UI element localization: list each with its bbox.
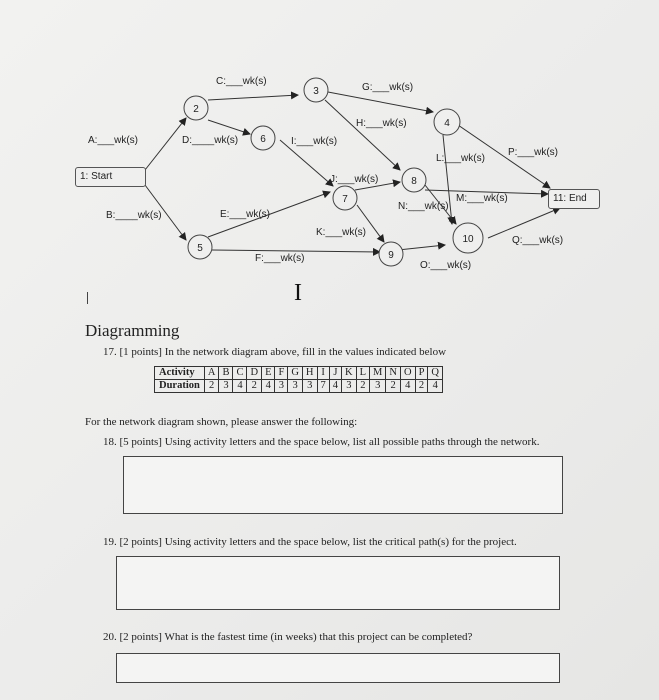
table-cell: 3 [219,380,233,393]
table-cell: N [386,367,401,380]
text-caret [87,292,88,304]
table-header-duration: Duration [155,380,205,393]
node-10-number: 10 [462,234,474,245]
node-3-number: 3 [313,86,319,97]
node-7-number: 7 [342,194,348,205]
table-cell: 2 [247,380,262,393]
table-cell: 3 [275,380,288,393]
edge-Q [488,208,560,238]
table-row-duration [155,380,443,393]
node-8-number: 8 [411,176,417,187]
node-5-number: 5 [197,243,203,254]
table-cell: 3 [370,380,386,393]
question-19: 19. [2 points] Using activity letters and the space below, list the critical path(s) for the project. [103,536,517,548]
label-A: A:___wk(s) [88,135,139,146]
table-cell: 3 [302,380,317,393]
label-J: J:___wk(s) [330,174,379,185]
table-cell: J [329,367,341,380]
question-17: 17. [1 points] In the network diagram above, fill in the values indicated below [103,346,447,358]
duration-table [154,366,443,393]
edge-H [325,100,400,170]
label-H: H:___wk(s) [356,118,407,129]
table-cell: 3 [342,380,357,393]
table-cell: K [342,367,357,380]
table-cell: C [233,367,247,380]
table-cell: 2 [415,380,428,393]
question-20: 20. [2 points] What is the fastest time (in weeks) that this project can be completed? [103,631,473,643]
text-cursor-icon: I [294,280,302,306]
edge-D [208,120,250,134]
table-cell: 4 [262,380,275,393]
table-cell: G [288,367,303,380]
table-row-activity [155,367,443,380]
label-M: M:___wk(s) [456,193,508,204]
table-cell: M [370,367,386,380]
start-node: 1: Start [75,167,146,187]
table-cell: F [275,367,288,380]
table-cell: P [415,367,428,380]
label-N: N:___wk(s) [398,201,449,212]
table-cell: 7 [317,380,329,393]
table-cell: 4 [233,380,247,393]
edge-C [208,95,298,100]
table-cell: O [400,367,415,380]
table-cell: E [262,367,275,380]
edge-O [398,245,445,250]
table-cell: 4 [329,380,341,393]
table-cell: A [204,367,219,380]
label-D: D:____wk(s) [182,135,239,146]
label-Q: Q:___wk(s) [512,235,564,246]
table-cell: L [356,367,369,380]
label-C: C:___wk(s) [216,76,267,87]
label-I: I:___wk(s) [291,136,338,147]
label-F: F:___wk(s) [255,253,305,264]
node-9-number: 9 [388,250,394,261]
end-node: 11: End [548,189,600,209]
network-diagram [0,0,659,300]
label-L: L:___wk(s) [436,153,485,164]
section-heading: Diagramming [85,321,180,340]
table-cell: D [247,367,262,380]
table-cell: I [317,367,329,380]
node-4-number: 4 [444,118,450,129]
table-cell: 4 [400,380,415,393]
table-cell: 2 [204,380,219,393]
table-header-activity: Activity [155,367,205,380]
table-cell: 4 [428,380,443,393]
table-cell: H [302,367,317,380]
label-K: K:___wk(s) [316,227,367,238]
label-E: E:___wk(s) [220,209,271,220]
question-18: 18. [5 points] Using activity letters and the space below, list all possible paths through the network. [103,436,540,448]
edge-F [212,250,380,252]
label-O: O:___wk(s) [420,260,472,271]
table-cell: 2 [356,380,369,393]
answer-box-19[interactable] [116,556,560,610]
table-cell: Q [428,367,443,380]
table-cell: 3 [288,380,303,393]
label-G: G:___wk(s) [362,82,414,93]
table-cell: 2 [386,380,401,393]
label-B: B:____wk(s) [106,210,162,221]
node-6-number: 6 [260,134,266,145]
table-cell: B [219,367,233,380]
node-2-number: 2 [193,104,199,115]
edge-A [145,118,186,170]
label-P: P:___wk(s) [508,147,559,158]
instructions-text: For the network diagram shown, please answer the following: [85,416,358,428]
answer-box-20[interactable] [116,653,560,683]
edge-G [328,92,433,112]
answer-box-18[interactable] [123,456,563,514]
